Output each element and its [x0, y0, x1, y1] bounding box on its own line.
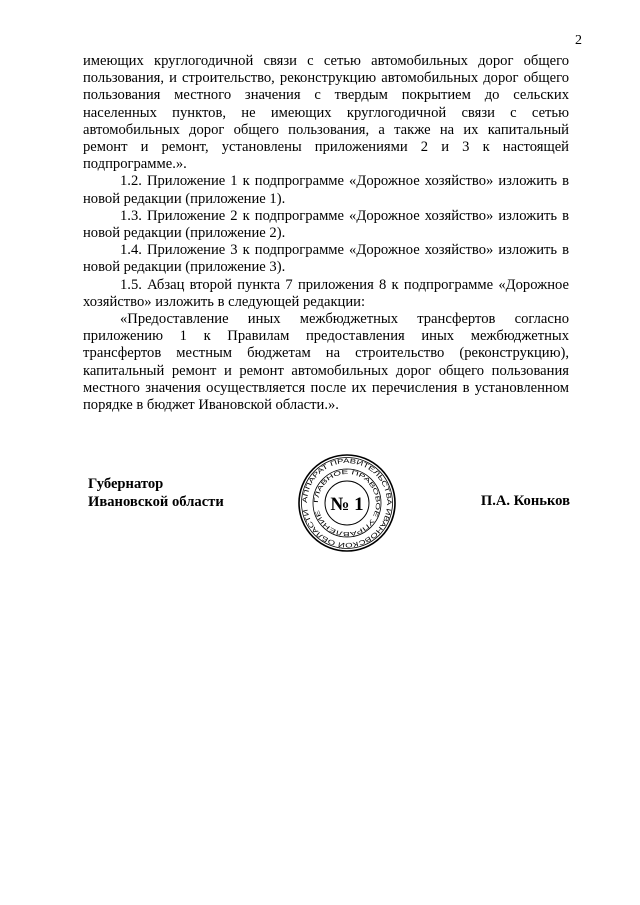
paragraph-item-1-4: 1.4. Приложение 3 к подпрограмме «Дорожное хозяйство» изложить в новой редакции (приложение 3). — [83, 242, 569, 276]
official-stamp — [297, 453, 397, 553]
stamp-outer-text: АППАРАТ ПРАВИТЕЛЬСТВА ИВАНОВСКОЙ ОБЛАСТИ — [301, 457, 393, 549]
signatory-name: П.А. Коньков — [480, 493, 570, 509]
paragraph-item-1-5: 1.5. Абзац второй пункта 7 приложения 8 к подпрограмме «Дорожное хозяйство» изложить в следующей редакции: — [83, 276, 569, 310]
page-number: 2 — [575, 33, 582, 48]
stamp-inner-text: ГЛАВНОЕ ПРАВОВОЕ УПРАВЛЕНИЕ — [313, 470, 381, 537]
document-body — [83, 53, 569, 414]
signatory-title-line1: Губернатор — [88, 476, 164, 492]
signatory-title-line2: Ивановской области — [88, 493, 224, 510]
paragraph-item-1-3: 1.3. Приложение 2 к подпрограмме «Дорожное хозяйство» изложить в новой редакции (приложение 2). — [83, 207, 569, 242]
paragraph-continuation: имеющих круглогодичной связи с сетью автомобильных дорог общего пользования, и строительство, реконструкцию автомобильных дорог общего пользования местного значения с твердым покрытием до сельских населенных пунктов, не имеющих круглогодичной связи с сетью автомобильных дорог общего пользования, а также на их капитальный ремонт и ремонт, установлены приложениями 2 и 3 к настоящей подпрограмме.». — [83, 53, 569, 173]
stamp-center-text: № 1 — [330, 494, 364, 515]
signatory-title — [88, 476, 224, 511]
paragraph-item-1-2: 1.2. Приложение 1 к подпрограмме «Дорожное хозяйство» изложить в новой редакции (приложение 1). — [83, 173, 569, 207]
paragraph-quoted-text: «Предоставление иных межбюджетных трансфертов согласно приложению 1 к Правилам предоставления иных межбюджетных трансфертов местным бюджетам на строительство (реконструкцию), капитальный ремонт и ремонт автомобильных дорог общего пользования местного значения осуществляется после их перечисления в установленном порядке в бюджет Ивановской области.». — [83, 311, 569, 414]
